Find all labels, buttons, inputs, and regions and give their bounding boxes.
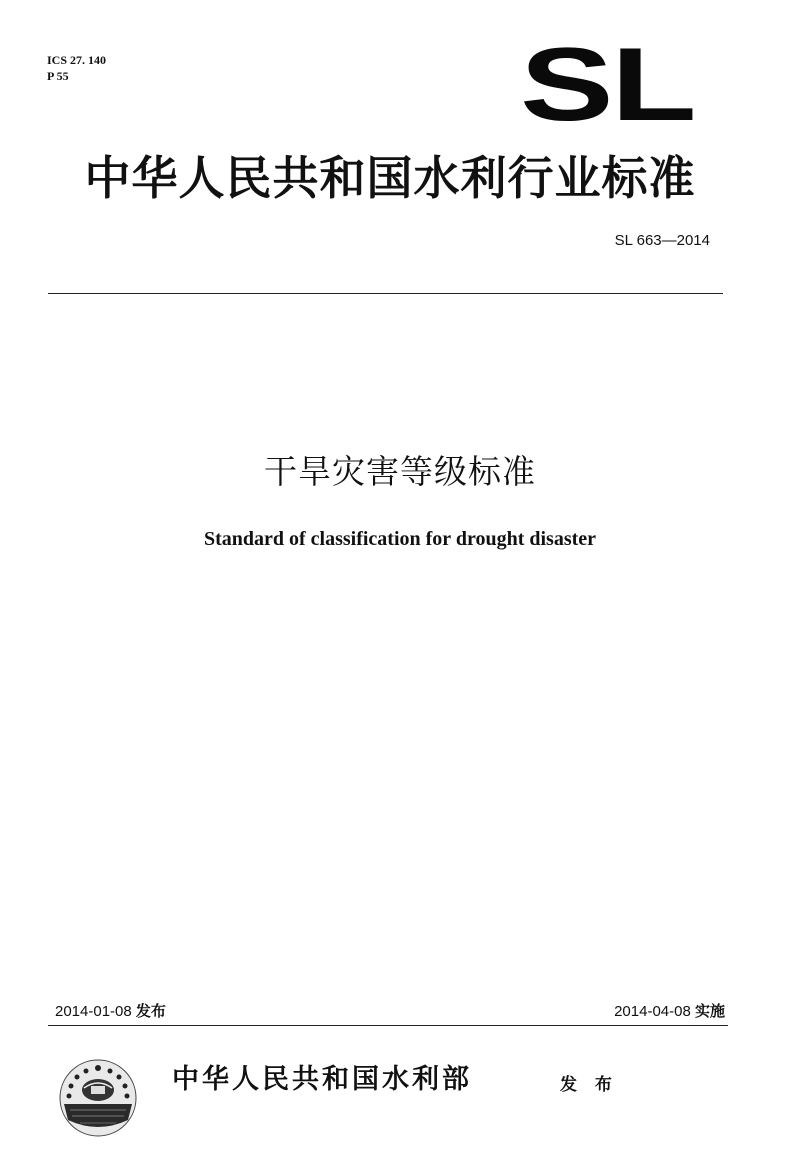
implement-label: 实施 bbox=[694, 1002, 725, 1020]
classification-codes bbox=[47, 52, 106, 84]
publish-label: 发 布 bbox=[560, 1075, 618, 1095]
issue-date: 2014-01-08 bbox=[55, 1003, 132, 1020]
top-divider bbox=[48, 293, 723, 294]
national-emblem-icon bbox=[58, 1058, 138, 1138]
standard-number: SL 663—2014 bbox=[614, 232, 710, 249]
implement-date-line bbox=[540, 1000, 725, 1021]
sl-logo: SL bbox=[520, 27, 695, 143]
implement-date: 2014-04-08 bbox=[614, 1003, 691, 1020]
issue-date-line bbox=[55, 1000, 166, 1021]
ics-code: ICS 27. 140 bbox=[47, 53, 107, 67]
document-title-en: Standard of classification for drought disaster bbox=[203, 528, 597, 550]
bottom-divider bbox=[48, 1025, 728, 1026]
publisher-name: 中华人民共和国水利部 bbox=[172, 1064, 472, 1095]
ccs-code: P 55 bbox=[47, 69, 69, 83]
issue-label: 发布 bbox=[135, 1002, 166, 1020]
document-title-zh: 干旱灾害等级标准 bbox=[264, 452, 536, 491]
standard-category-title: 中华人民共和国水利行业标准 bbox=[84, 151, 696, 205]
